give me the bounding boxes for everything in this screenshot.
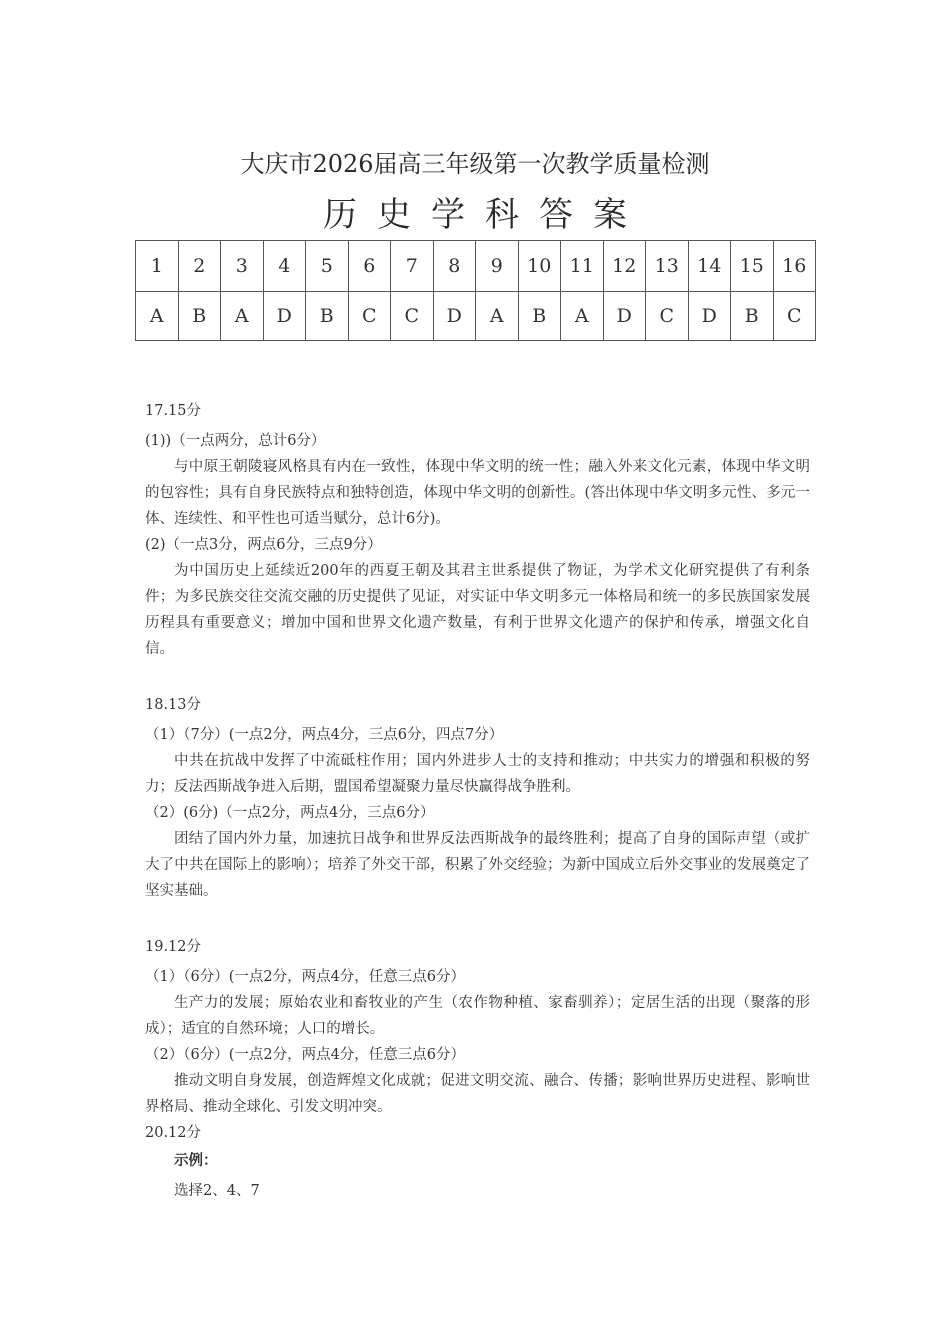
question-number-cell: 12 <box>603 241 646 292</box>
question-17-heading: 17.15分 <box>145 403 202 419</box>
question-19-part1-label: （1）（6分）(一点2分，两点4分，任意三点6分） <box>145 969 466 985</box>
question-number-cell: 4 <box>263 241 306 292</box>
question-17-part2-answer: 为中国历史上延续近200年的西夏王朝及其君主世系提供了物证，为学术文化研究提供了有利条件；为多民族交往交流交融的历史提供了见证，对实证中华文明多元一体格局和统一的多民族国家发展历程具有重要意义；增加中国和世界文化遗产数量，有利于世界文化遗产的保护和传承，增强文化自信。 <box>145 563 810 657</box>
answer-letter-cell: C <box>391 292 434 341</box>
question-number-cell: 16 <box>773 241 816 292</box>
question-18-part2-label: （2）(6分)（一点2分，两点4分，三点6分） <box>145 805 435 821</box>
question-number-cell: 2 <box>178 241 221 292</box>
question-19-part2-answer: 推动文明自身发展，创造辉煌文化成就；促进文明交流、融合、传播；影响世界历史进程、影响世界格局、推动全球化、引发文明冲突。 <box>145 1073 810 1115</box>
answer-letter-cell: B <box>518 292 561 341</box>
question-19-heading: 19.12分 <box>145 939 202 955</box>
question-17-section <box>145 398 810 662</box>
answer-letter-cell: D <box>688 292 731 341</box>
question-20-section <box>145 1120 810 1206</box>
question-20-heading: 20.12分 <box>145 1125 202 1141</box>
answer-letter-cell: A <box>561 292 604 341</box>
answer-letter-cell: D <box>263 292 306 341</box>
question-number-cell: 8 <box>433 241 476 292</box>
question-number-cell: 6 <box>348 241 391 292</box>
question-19-section <box>145 934 810 1120</box>
answer-content <box>145 398 810 1206</box>
question-number-cell: 11 <box>561 241 604 292</box>
subject-title: 历史学科答案 <box>323 195 647 235</box>
question-20-example-text: 选择2、4、7 <box>174 1183 260 1199</box>
answer-letter-cell: B <box>306 292 349 341</box>
question-17-part2-label: (2)（一点3分，两点6分，三点9分） <box>145 537 382 553</box>
question-17-part1-answer: 与中原王朝陵寝风格具有内在一致性，体现中华文明的统一性；融入外来文化元素，体现中华文明的包容性；具有自身民族特点和独特创造，体现中华文明的创新性。(答出体现中华文明多元性、多元一体、连续性、和平性也可适当赋分，总计6分)。 <box>145 459 810 527</box>
question-17-part1-label: (1))（一点两分，总计6分） <box>145 433 326 449</box>
answer-letter-cell: A <box>136 292 179 341</box>
question-number-cell: 10 <box>518 241 561 292</box>
answer-letter-cell: D <box>603 292 646 341</box>
question-18-part1-label: （1）（7分）(一点2分，两点4分，三点6分，四点7分） <box>145 727 504 743</box>
question-19-part1-answer: 生产力的发展；原始农业和畜牧业的产生（农作物种植、家畜驯养）；定居生活的出现（聚落的形成）；适宜的自然环境；人口的增长。 <box>145 995 810 1037</box>
question-18-section <box>145 692 810 904</box>
question-number-cell: 14 <box>688 241 731 292</box>
answer-letter-cell: C <box>773 292 816 341</box>
question-20-example-label: 示例： <box>174 1152 218 1169</box>
question-number-cell: 13 <box>646 241 689 292</box>
answer-letter-cell: C <box>646 292 689 341</box>
question-18-heading: 18.13分 <box>145 697 202 713</box>
question-18-part2-answer: 团结了国内外力量，加速抗日战争和世界反法西斯战争的最终胜利；提高了自身的国际声望（或扩大了中共在国际上的影响）；培养了外交干部，积累了外交经验；为新中国成立后外交事业的发展奠定了坚实基础。 <box>145 831 810 899</box>
answer-letter-cell: B <box>178 292 221 341</box>
question-number-cell: 3 <box>221 241 264 292</box>
question-number-cell: 7 <box>391 241 434 292</box>
question-number-cell: 5 <box>306 241 349 292</box>
question-number-cell: 1 <box>136 241 179 292</box>
answer-letter-cell: C <box>348 292 391 341</box>
exam-title: 大庆市2026届高三年级第一次教学质量检测 <box>240 150 710 178</box>
answer-table <box>135 240 816 341</box>
question-18-part1-answer: 中共在抗战中发挥了中流砥柱作用；国内外进步人士的支持和推动；中共实力的增强和积极的努力；反法西斯战争进入后期，盟国希望凝聚力量尽快赢得战争胜利。 <box>145 753 810 795</box>
answer-letter-cell: A <box>476 292 519 341</box>
answer-letter-cell: A <box>221 292 264 341</box>
question-number-cell: 15 <box>731 241 774 292</box>
answer-letter-cell: D <box>433 292 476 341</box>
question-number-cell: 9 <box>476 241 519 292</box>
question-number-row <box>136 241 816 292</box>
answer-letter-cell: B <box>731 292 774 341</box>
question-19-part2-label: （2）（6分）(一点2分，两点4分，任意三点6分） <box>145 1047 466 1063</box>
answer-letter-row <box>136 292 816 341</box>
